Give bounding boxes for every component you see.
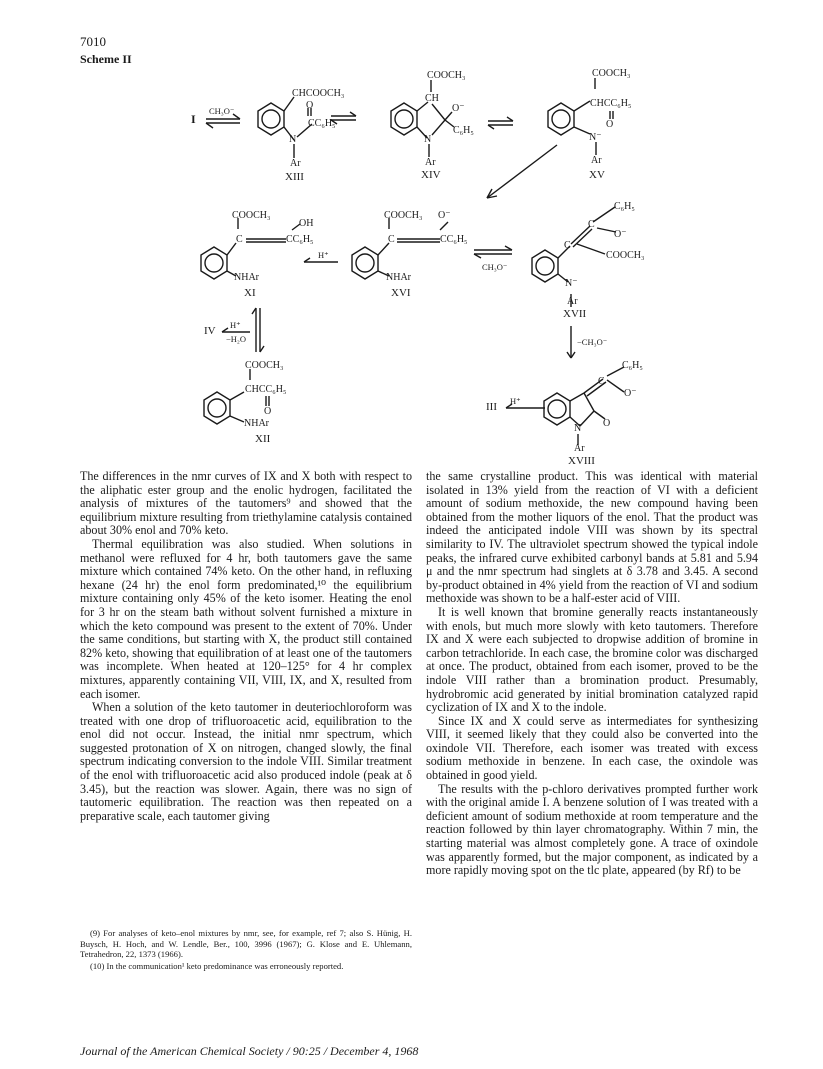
xiii-group-1: CHCOOCH₃	[292, 88, 345, 99]
footnote: (9) For analyses of keto–enol mixtures by nmr, see, for example, ref 7; also S. Hünig, H. Buysch, H. Hoch, and W. Lendle, Ber., 100, 3996 (1967); G. Klose and E. Uhlemann, Tetrahedron, 22, 1373 (1966).	[80, 928, 412, 959]
xviii-group-6: Ar	[574, 443, 585, 454]
xvii-group-1: C₆H₅	[614, 201, 635, 212]
page-number: 7010	[80, 34, 106, 49]
xv-label: XV	[589, 169, 605, 181]
xv-group-5: Ar	[591, 155, 602, 166]
xvi-group-2: O⁻	[438, 210, 451, 221]
xi-group-1: COOCH₃	[232, 210, 271, 221]
xviii-group-2: C	[598, 376, 605, 387]
benzene-ring-xviii	[544, 393, 570, 425]
xvii-group-4: C	[564, 240, 571, 251]
xvii-group-5: COOCH₃	[606, 250, 645, 261]
right-column	[426, 470, 758, 878]
footnotes	[80, 928, 412, 972]
xv-group-3: O	[606, 119, 614, 130]
xiv-group-3: O⁻	[452, 103, 465, 114]
paragraph: Since IX and X could serve as intermediates for synthesizing VIII, it seemed likely that they could also be converted into the oxindole VII. Therefore, each isomer was treated with excess sodium methoxide in benzene. In each case, the oxindole was obtained in good yield.	[426, 713, 758, 783]
xvii-group-3: O⁻	[614, 229, 627, 240]
xii-group-3: O	[264, 406, 272, 417]
benzene-ring-xvii	[532, 250, 558, 282]
xii-group-2: CHCC₆H₅	[245, 384, 287, 395]
xvi-group-5: NHAr	[386, 272, 411, 283]
xi-group-5: NHAr	[234, 272, 259, 283]
xiv-group-1: COOCH₃	[427, 70, 466, 81]
benzene-ring-xi	[201, 247, 227, 279]
reagent-h-plus-bottom: H⁺	[510, 396, 521, 406]
footnote: (10) In the communication¹ keto predominance was erroneously reported.	[90, 960, 344, 971]
scheme-title: Scheme II	[80, 52, 132, 66]
benzene-ring-xv	[548, 103, 574, 135]
xvii-group-7: Ar	[567, 296, 578, 307]
xiv-group-6: Ar	[425, 157, 436, 168]
xii-group-1: COOCH₃	[245, 360, 284, 371]
xiv-label: XIV	[421, 169, 441, 181]
benzene-ring-xvi	[352, 247, 378, 279]
paragraph: When a solution of the keto tautomer in deuteriochloroform was treated with one drop of trifluoroacetic acid, equilibration to the enol did not occur. Instead, the initial nmr spectrum, which suggested protonation of X on nitrogen, changed slowly, the final spectrum indicating conversion to the indole VIII. Similar treatment of the enol with trifluoroacetic acid also produced indole (peak at δ 3.45), but the reaction was slower. Again, there was no sign of tautomeric equilibration. The reaction was then repeated on a preparative scale, each tautomer giving	[80, 700, 412, 823]
xiii-group-2: O	[306, 100, 314, 111]
xi-group-4: CC₆H₅	[286, 234, 314, 245]
xvii-label: XVII	[563, 308, 587, 320]
xiv-group-5: N	[424, 134, 432, 145]
paragraph: Thermal equilibration was also studied. When solutions in methanol were refluxed for 4 hr, both tautomers gave the same mixture which contained 74% keto. On the other hand, in refluxing hexane (24 hr) the enol form predominated,¹⁰ the equilibrium mixture containing only 45% of the keto isomer. Heating the enol for 3 hr on the steam bath without solvent furnished a mixture in which the keto compound was present to the extent of 70%. Under the same conditions, but starting with X, the product still contained 82% keto, showing that equilibration of at least one of the tautomers was incomplete. When heated at 120–125° for 4 hr complex mixtures, apparently containing VII, VIII, IX, and X, resulted from each isomer.	[80, 536, 412, 701]
xvii-group-6: N⁻	[565, 278, 578, 289]
start-compound-label: I	[191, 112, 196, 126]
benzene-ring-xiii	[258, 103, 284, 135]
xiii-group-4: N	[289, 134, 297, 145]
xv-group-4: N⁻	[589, 132, 602, 143]
benzene-ring-xii	[204, 392, 230, 424]
xiv-group-2: CH	[425, 93, 439, 104]
xi-label: XI	[244, 287, 256, 299]
xi-group-2: OH	[299, 218, 314, 229]
xiii-label: XIII	[285, 171, 304, 183]
reagent-methoxide-top: CH₃O⁻	[209, 106, 235, 116]
reagent-methoxide-mid: CH₃O⁻	[482, 262, 508, 272]
reaction-scheme	[0, 0, 823, 470]
xv-group-2: CHCC₆H₅	[590, 98, 632, 109]
iv-compound-label: IV	[204, 325, 216, 337]
paragraph: the same crystalline product. This was identical with material isolated in 13% yield from the reaction of VI with a deficient amount of sodium methoxide, the new compound having been obtained from the mother liquors of the enol. That the product was indeed the anticipated indole VIII was shown by its spectral similarity to IV. The ultraviolet spectrum showed the typical indole peaks, the infrared curve exhibited carbonyl bands at 5.81 and 5.94 μ and the nmr spectrum had singlets at δ 3.78 and 3.45. A second by-product obtained in 4% yield from the reaction of VI and sodium methoxide was shown to be a half-ester acid of VIII.	[426, 469, 758, 606]
scheme-structures	[0, 0, 823, 470]
xvi-group-3: C	[388, 234, 395, 245]
xiii-group-3: CC₆H₅	[308, 118, 336, 129]
left-column	[80, 470, 412, 823]
paragraph: The differences in the nmr curves of IX and X both with respect to the aliphatic ester group and the enolic hydrogen, facilitated the analysis of mixtures of the tautomers⁹ and showed that the equilibrium mixture resulting from triethylamine catalysis contained about 30% enol and 70% keto.	[80, 469, 412, 538]
journal-footer: Journal of the American Chemical Society / 90:25 / December 4, 1968	[80, 1044, 419, 1058]
xviii-group-1: C₆H₅	[622, 360, 643, 371]
xv-group-1: COOCH₃	[592, 68, 631, 79]
xii-group-4: NHAr	[244, 418, 269, 429]
xviii-label: XVIII	[568, 455, 595, 467]
reagent-minus-water: −H₂O	[226, 334, 247, 344]
reagent-h-plus-left: H⁺	[230, 320, 241, 330]
xvi-group-1: COOCH₃	[384, 210, 423, 221]
iii-compound-label: III	[486, 401, 497, 413]
xvi-label: XVI	[391, 287, 411, 299]
xvi-group-4: CC₆H₅	[440, 234, 468, 245]
benzene-ring-xiv	[391, 103, 417, 135]
reagent-minus-methoxide: −CH₃O⁻	[577, 337, 608, 347]
xviii-group-3: O⁻	[624, 388, 637, 399]
xi-group-3: C	[236, 234, 243, 245]
paragraph: It is well known that bromine generally reacts instantaneously with enols, but much more slowly with keto tautomers. Therefore IX and X were each subjected to dropwise addition of bromine in carbon tetrachloride. In each case, the bromine color was discharged at once. The product, obtained from each isomer, proved to be the indole VIII rather than a bromination product. Presumably, hydrobromic acid generated by initial bromination catalyzed rapid cyclization of IX and X to the indole.	[426, 604, 758, 715]
paragraph: The results with the p-chloro derivatives prompted further work with the original amide I. A benzene solution of I was treated with a deficient amount of sodium methoxide at room temperature and the reaction followed by thin layer chromatography. Within 7 min, the starting material was almost completely gone. A trace of oxindole was apparently formed, but the major component, as indicated by a more rapidly moving spot on the tlc plate, appeared (by Rf) to be	[426, 781, 758, 878]
xiii-group-5: Ar	[290, 158, 301, 169]
reagent-h-plus-mid: H⁺	[318, 250, 329, 260]
xvii-group-2: C	[588, 219, 595, 230]
xii-label: XII	[255, 433, 271, 445]
xviii-group-5: O	[603, 418, 611, 429]
xiv-group-4: C₆H₅	[453, 125, 474, 136]
xviii-group-4: N	[574, 423, 582, 434]
